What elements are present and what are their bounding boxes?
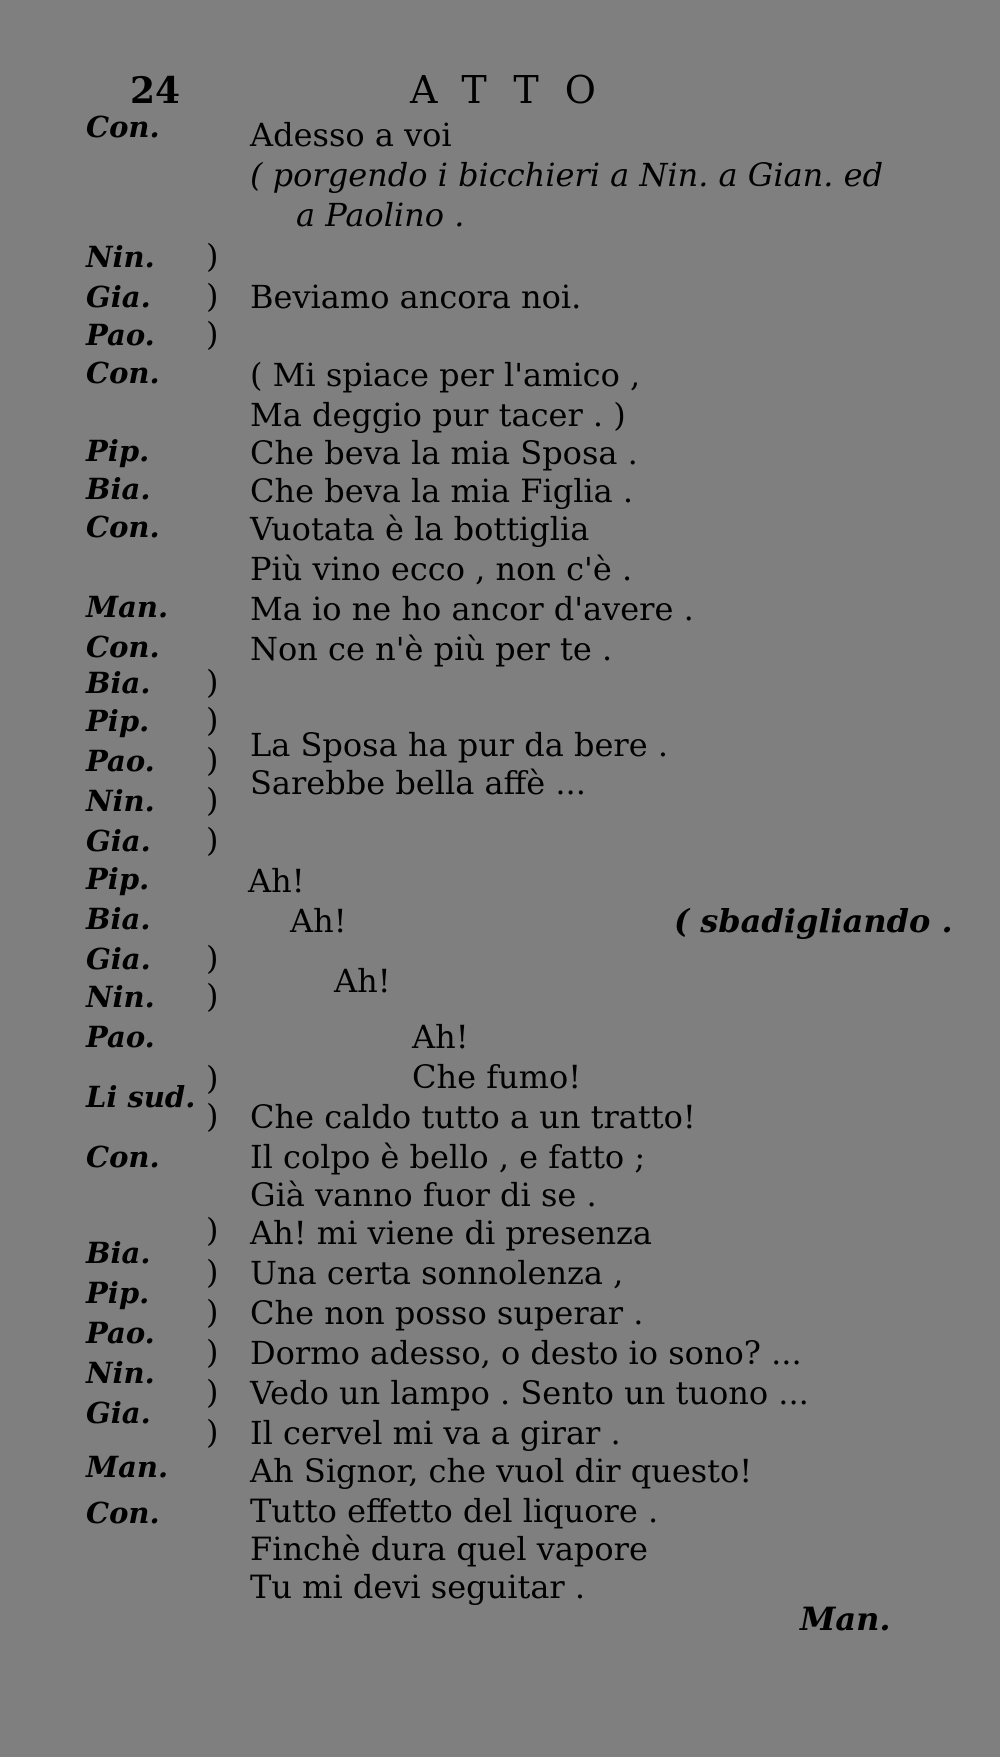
speaker-label: Bia. [86,1236,151,1270]
verse-line: Adesso a voi [250,116,452,154]
speaker-label: Bia. [86,666,151,700]
speaker-label: Li sud. [86,1080,196,1114]
verse-line: Che caldo tutto a un tratto! [250,1098,696,1136]
speaker-label: Con. [86,356,160,390]
speaker-label: Con. [86,630,160,664]
verse-line: Una certa sonnolenza , [250,1254,624,1292]
bracket: ) [206,1059,219,1097]
speaker-label: Nin. [86,1356,155,1390]
verse-line: Che beva la mia Sposa . [250,434,638,472]
speaker-label: Gia. [86,942,151,976]
speaker-label: Con. [86,1496,160,1530]
bracket: ) [206,1373,219,1411]
verse-line: ( Mi spiace per l'amico , [250,356,641,394]
speaker-label: Pao. [86,1020,155,1054]
bracket: ) [206,1413,219,1451]
bracket: ) [206,663,219,701]
speaker-label: Gia. [86,1396,151,1430]
verse-line: Ah! [248,862,305,900]
verse-line: Il cervel mi va a girar . [250,1414,621,1452]
verse-line: La Sposa ha pur da bere . [250,726,668,764]
speaker-label: Man. [86,1450,169,1484]
page-number: 24 [130,70,181,112]
bracket: ) [206,741,219,779]
stage-direction: ( sbadigliando . [674,902,953,940]
verse-line: Ah Signor, che vuol dir questo! [250,1452,753,1490]
speaker-label: Man. [86,590,169,624]
stage-direction: a Paolino . [296,196,465,234]
verse-line: Ma deggio pur tacer . ) [250,396,626,434]
verse-line: Beviamo ancora noi. [250,278,582,316]
verse-line: Dormo adesso, o desto io sono? ... [250,1334,802,1372]
speaker-label: Pao. [86,1316,155,1350]
verse-line: Vedo un lampo . Sento un tuono ... [250,1374,809,1412]
speaker-label: Nin. [86,240,155,274]
speaker-label: Nin. [86,784,155,818]
verse-line: Finchè dura quel vapore [250,1530,648,1568]
speaker-label: Pip. [86,862,150,896]
bracket: ) [206,821,219,859]
speaker-label: Nin. [86,980,155,1014]
speaker-label: Gia. [86,280,151,314]
catchword: Man. [800,1600,891,1638]
speaker-label: Pip. [86,704,150,738]
bracket: ) [206,1333,219,1371]
bracket: ) [206,1253,219,1291]
bracket: ) [206,1097,219,1135]
verse-line: Ah! mi viene di presenza [250,1214,652,1252]
bracket: ) [206,1211,219,1249]
bracket: ) [206,237,219,275]
verse-line: Tutto effetto del liquore . [250,1492,659,1530]
verse-line: Già vanno fuor di se . [250,1176,597,1214]
speaker-label: Pip. [86,434,150,468]
verse-line: Ah! [334,962,391,1000]
bracket: ) [206,939,219,977]
verse-line: Che non posso superar . [250,1294,644,1332]
bracket: ) [206,277,219,315]
verse-line: Il colpo è bello , e fatto ; [250,1138,646,1176]
verse-line: Ah! [290,902,347,940]
verse-line: Che fumo! [412,1058,582,1096]
verse-line: Tu mi devi seguitar . [250,1568,586,1606]
verse-line: Sarebbe bella affè ... [250,764,586,802]
bracket: ) [206,315,219,353]
verse-line: Che beva la mia Figlia . [250,472,634,510]
speaker-label: Bia. [86,472,151,506]
speaker-label: Gia. [86,824,151,858]
bracket: ) [206,781,219,819]
verse-line: Più vino ecco , non c'è . [250,550,633,588]
speaker-label: Con. [86,1140,160,1174]
speaker-label: Pao. [86,744,155,778]
verse-line: Ah! [412,1018,469,1056]
bracket: ) [206,701,219,739]
speaker-label: Con. [86,110,160,144]
speaker-label: Pip. [86,1276,150,1310]
bracket: ) [206,1293,219,1331]
verse-line: Vuotata è la bottiglia [250,510,590,548]
speaker-label: Con. [86,510,160,544]
speaker-label: Pao. [86,318,155,352]
verse-line: Non ce n'è più per te . [250,630,613,668]
speaker-label: Bia. [86,902,151,936]
bracket: ) [206,977,219,1015]
running-head: ATTO [410,68,622,112]
verse-line: Ma io ne ho ancor d'avere . [250,590,694,628]
stage-direction: ( porgendo i bicchieri a Nin. a Gian. ed [250,156,884,194]
